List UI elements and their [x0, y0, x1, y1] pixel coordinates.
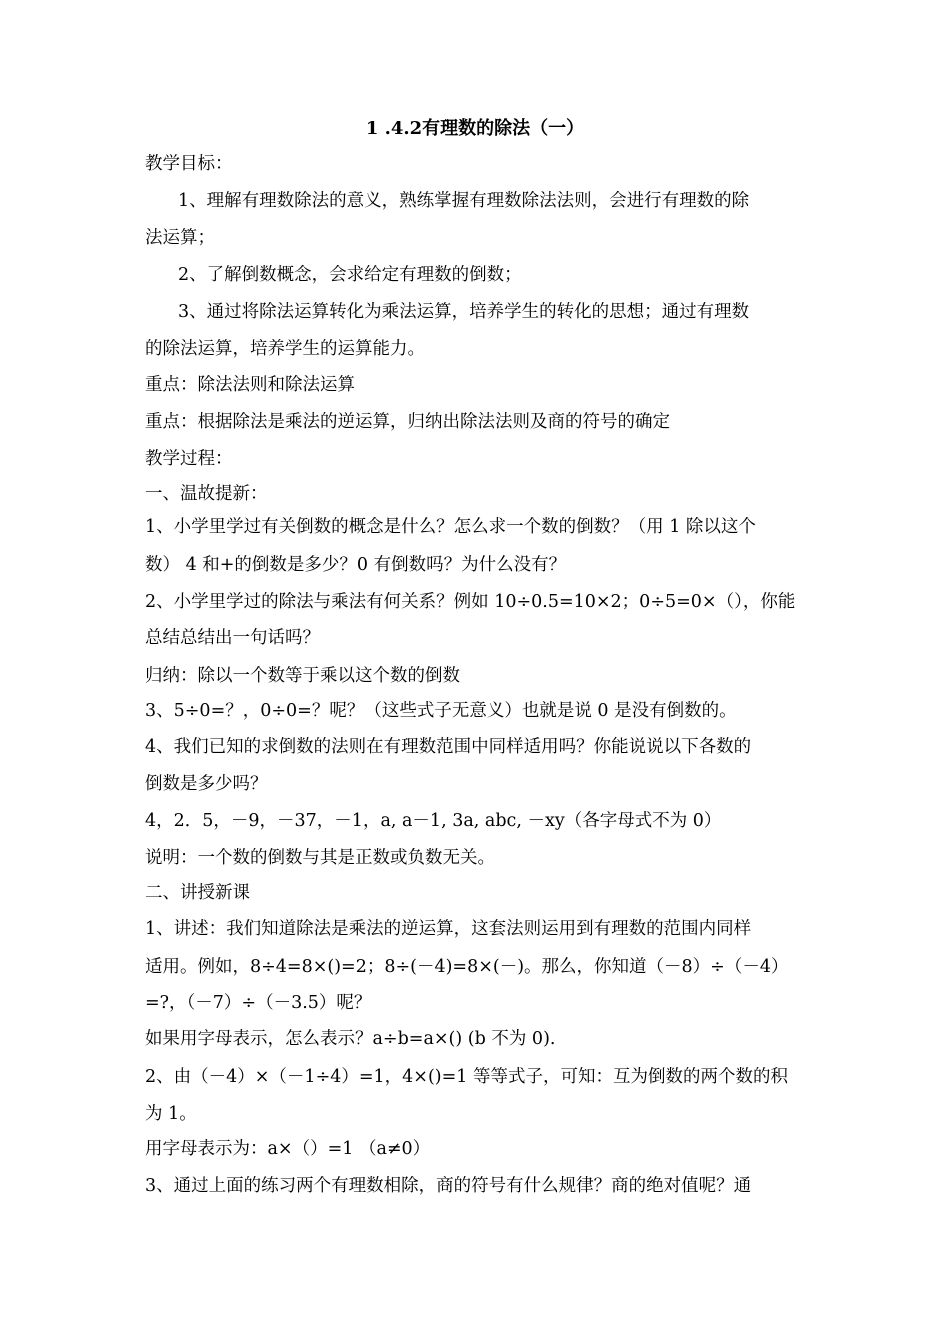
text-line: 1、理解有理数除法的意义，熟练掌握有理数除法法则，会进行有理数的除: [178, 191, 750, 211]
text-line: 用字母表示为：a×（）=1 （a≠0）: [145, 1139, 431, 1159]
text-line: 重点：根据除法是乘法的逆运算，归纳出除法法则及商的符号的确定: [145, 412, 670, 432]
text-line: 4，2．5，－9，－37，－1，a, a－1, 3a, abc, －xy（各字母式不为 0）: [145, 811, 722, 831]
text-line: 2、小学里学过的除法与乘法有何关系？例如 10÷0.5=10×2；0÷5=0×（），你能: [145, 592, 796, 612]
text-line: 2、由（－4）×（－1÷4）=1，4×()=1 等等式子，可知：互为倒数的两个数的积: [145, 1067, 788, 1087]
text-line: 总结总结出一句话吗？: [145, 628, 320, 648]
text-line: 的除法运算，培养学生的运算能力。: [145, 339, 425, 359]
text-line: 3、通过将除法运算转化为乘法运算，培养学生的转化的思想；通过有理数: [178, 302, 750, 322]
text-line: =?，（－7）÷（－3.5）呢？: [145, 993, 372, 1013]
text-line: 归纳：除以一个数等于乘以这个数的倒数: [145, 666, 460, 686]
text-line: 法运算；: [145, 228, 215, 248]
text-line: 3、5÷0=？，0÷0=？呢？（这些式子无意义）也就是说 0 是没有倒数的。: [145, 701, 737, 721]
text-line: 教学目标：: [145, 154, 233, 174]
text-line: 教学过程：: [145, 449, 233, 469]
text-line: 2、了解倒数概念，会求给定有理数的倒数；: [178, 265, 522, 285]
text-line: 1、小学里学过有关倒数的概念是什么？怎么求一个数的倒数？（用 1 除以这个: [145, 517, 756, 537]
text-line: 如果用字母表示，怎么表示？a÷b=a×() (b 不为 0).: [145, 1029, 556, 1049]
text-line: 倒数是多少吗？: [145, 774, 268, 794]
text-line: 为 1。: [145, 1104, 197, 1124]
text-line: 1、讲述：我们知道除法是乘法的逆运算，这套法则运用到有理数的范围内同样: [145, 919, 752, 939]
text-line: 一、温故提新：: [145, 484, 268, 504]
text-line: 4、我们已知的求倒数的法则在有理数范围中同样适用吗？你能说说以下各数的: [145, 737, 752, 757]
text-line: 3、通过上面的练习两个有理数相除，商的符号有什么规律？商的绝对值呢？通: [145, 1176, 752, 1196]
text-line: 适用。例如，8÷4=8×()=2；8÷(－4)=8×(－)。那么，你知道（－8）÷（－4）: [145, 957, 789, 977]
text-line: 数） 4 和+的倒数是多少？0 有倒数吗？为什么没有？: [145, 555, 567, 575]
text-line: 说明：一个数的倒数与其是正数或负数无关。: [145, 848, 495, 868]
section-heading: 二、讲授新课: [145, 883, 250, 903]
text-line: 重点：除法法则和除法运算: [145, 375, 355, 395]
page-title: 1 .4.2有理数的除法（一）: [365, 118, 585, 139]
